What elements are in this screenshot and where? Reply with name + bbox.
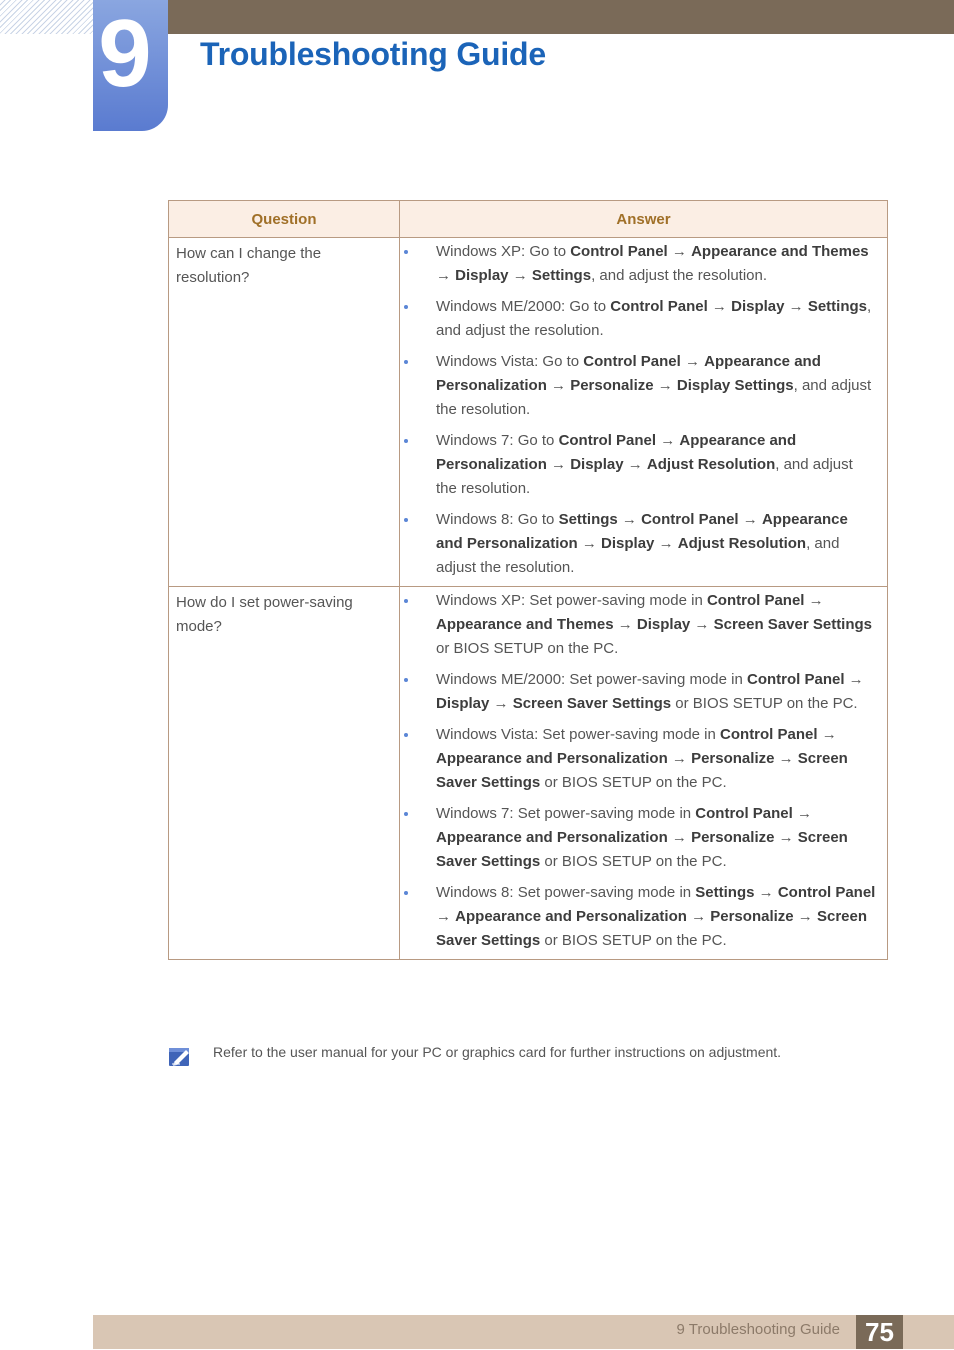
answer-item	[404, 802, 877, 874]
bullet-dot-icon	[404, 733, 408, 737]
menu-path-term: Appearance and Themes	[436, 616, 614, 633]
answer-item	[404, 881, 877, 953]
answer-text-segment: →	[792, 805, 812, 822]
column-header-question: Question	[169, 201, 400, 238]
menu-path-term: Display	[731, 298, 785, 315]
table-row	[169, 238, 888, 587]
answer-text-segment: Windows 7: Set power-saving mode in	[436, 805, 696, 822]
bullet-dot-icon	[404, 678, 408, 682]
menu-path-term: Appearance and Personalization	[436, 750, 668, 767]
chapter-number: 9	[98, 0, 152, 107]
answer-text-segment: Windows 7: Go to	[436, 432, 559, 449]
menu-path-term: Appearance and Personalization	[436, 829, 668, 846]
answer-text-segment: →	[546, 377, 571, 394]
answer-text-segment: or BIOS SETUP on the PC.	[436, 640, 619, 657]
menu-path-term: Control Panel	[706, 592, 805, 609]
menu-path-term: Control Panel	[610, 298, 708, 315]
menu-path-term: Personalize	[691, 829, 775, 846]
menu-path-term: Control Panel	[583, 353, 681, 370]
answer-text-segment: Windows XP: Go to	[436, 243, 571, 260]
answer-text-segment: →	[754, 884, 778, 901]
answer-text-segment: Windows 8: Set power-saving mode in	[436, 884, 696, 901]
menu-path-term: Control Panel	[720, 726, 818, 743]
answer-text-segment: →	[667, 829, 692, 846]
note-box	[168, 1042, 887, 1068]
menu-path-term: Screen Saver Settings	[512, 695, 672, 712]
menu-path-term: Display	[436, 695, 490, 712]
table-body	[169, 238, 888, 960]
bullet-dot-icon	[404, 305, 408, 309]
menu-path-term: Personalize	[691, 750, 775, 767]
answer-text-segment: Windows ME/2000: Go to	[436, 298, 611, 315]
bullet-dot-icon	[404, 599, 408, 603]
table-row	[169, 587, 888, 960]
bullet-dot-icon	[404, 891, 408, 895]
page-number: 75	[856, 1315, 903, 1349]
menu-path-term: Display	[455, 267, 509, 284]
menu-path-term: Display	[636, 616, 691, 633]
answer-cell	[400, 238, 888, 587]
menu-path-term: Appearance and Themes	[691, 243, 869, 260]
bullet-dot-icon	[404, 518, 408, 522]
note-pencil-icon	[168, 1044, 192, 1068]
question-text: How can I change the resolution?	[176, 245, 322, 286]
answer-text-segment: →	[793, 908, 817, 925]
answer-text-segment: Windows 8: Go to	[436, 511, 559, 528]
answer-text-segment: or BIOS SETUP on the PC.	[671, 695, 858, 712]
menu-path-term: Display Settings	[676, 377, 794, 394]
menu-path-term: Screen Saver Settings	[436, 750, 848, 791]
bullet-dot-icon	[404, 250, 408, 254]
answer-text-segment: →	[738, 511, 762, 528]
answer-text-segment: →	[436, 908, 456, 925]
answer-item	[404, 350, 877, 422]
answer-text-segment: →	[656, 432, 680, 449]
menu-path-term: Control Panel	[558, 432, 657, 449]
menu-path-term: Screen Saver Settings	[713, 616, 873, 633]
menu-path-term: Control Panel	[777, 884, 876, 901]
bullet-dot-icon	[404, 360, 408, 364]
bullet-dot-icon	[404, 439, 408, 443]
answer-text-segment: or BIOS SETUP on the PC.	[540, 853, 727, 870]
answer-text-segment: →	[774, 750, 798, 767]
page-title: Troubleshooting Guide	[200, 36, 547, 72]
answer-text-segment: →	[508, 267, 532, 284]
answer-text-segment: →	[686, 908, 711, 925]
answer-item	[404, 723, 877, 795]
answer-text-segment: →	[617, 511, 642, 528]
answer-text-segment: →	[844, 671, 864, 688]
answer-text-segment: →	[707, 298, 732, 315]
chapter-tab	[93, 0, 168, 131]
note-text: Refer to the user manual for your PC or graphics card for further instructions on adjustment.	[213, 1044, 782, 1060]
footer-chapter-label: 9 Troubleshooting Guide	[676, 1321, 840, 1338]
menu-path-term: Settings	[558, 511, 618, 528]
answer-item	[404, 295, 877, 343]
menu-path-term: Adjust Resolution	[677, 535, 807, 552]
answer-text-segment: Windows ME/2000: Set power-saving mode in	[436, 671, 747, 688]
menu-path-term: Personalize	[710, 908, 794, 925]
column-header-answer: Answer	[400, 201, 888, 238]
answer-text-segment: Windows Vista: Set power-saving mode in	[436, 726, 721, 743]
answer-text-segment: , and adjust the resolution.	[436, 456, 853, 497]
answer-text-segment: →	[690, 616, 714, 633]
answer-text-segment: →	[680, 353, 705, 370]
menu-path-term: Adjust Resolution	[646, 456, 776, 473]
answer-text-segment: →	[804, 592, 824, 609]
answer-cell	[400, 587, 888, 960]
answer-text-segment: →	[436, 267, 456, 284]
answer-item	[404, 240, 877, 288]
header-bar	[168, 0, 954, 34]
answer-item	[404, 508, 877, 580]
answer-text-segment: →	[623, 456, 647, 473]
answer-text-segment: , and adjust the resolution.	[436, 377, 872, 418]
menu-path-term: Appearance and Personalization	[436, 353, 821, 394]
answer-text-segment: →	[784, 298, 808, 315]
table-header-row	[169, 201, 888, 238]
answer-text-segment: , and adjust the resolution.	[436, 535, 840, 576]
menu-path-term: Screen Saver Settings	[436, 829, 848, 870]
answer-text-segment: , and adjust the resolution.	[591, 267, 768, 284]
menu-path-term: Control Panel	[746, 671, 845, 688]
answer-list	[404, 240, 877, 580]
answer-item	[404, 589, 877, 661]
answer-text-segment: or BIOS SETUP on the PC.	[540, 774, 727, 791]
menu-path-term: Settings	[531, 267, 592, 284]
troubleshooting-table	[168, 200, 888, 960]
answer-text-segment: →	[667, 750, 692, 767]
question-cell	[169, 587, 400, 960]
bullet-dot-icon	[404, 812, 408, 816]
answer-item	[404, 668, 877, 716]
question-text: How do I set power-saving mode?	[176, 594, 353, 635]
answer-text-segment: →	[654, 535, 678, 552]
answer-text-segment: →	[667, 243, 692, 260]
menu-path-term: Control Panel	[641, 511, 739, 528]
answer-text-segment: →	[817, 726, 837, 743]
menu-path-term: Control Panel	[695, 805, 793, 822]
answer-text-segment: →	[546, 456, 571, 473]
answer-list	[404, 589, 877, 953]
menu-path-term: Appearance and Personalization	[455, 908, 687, 925]
answer-text-segment: →	[613, 616, 637, 633]
answer-text-segment: or BIOS SETUP on the PC.	[540, 932, 727, 949]
menu-path-term: Appearance and Personalization	[436, 432, 797, 473]
answer-text-segment: →	[653, 377, 677, 394]
menu-path-term: Settings	[695, 884, 755, 901]
menu-path-term: Personalize	[570, 377, 654, 394]
menu-path-term: Display	[570, 456, 624, 473]
answer-text-segment: Windows XP: Set power-saving mode in	[436, 592, 707, 609]
answer-text-segment: Windows Vista: Go to	[436, 353, 584, 370]
menu-path-term: Control Panel	[570, 243, 668, 260]
corner-hatch-pattern	[0, 0, 93, 34]
menu-path-term: Display	[601, 535, 655, 552]
question-cell	[169, 238, 400, 587]
answer-text-segment: , and adjust the resolution.	[436, 298, 872, 339]
menu-path-term: Appearance and Personalization	[436, 511, 848, 552]
answer-text-segment: →	[577, 535, 602, 552]
answer-text-segment: →	[774, 829, 798, 846]
menu-path-term: Screen Saver Settings	[436, 908, 868, 949]
answer-item	[404, 429, 877, 501]
menu-path-term: Settings	[807, 298, 867, 315]
answer-text-segment: →	[489, 695, 513, 712]
